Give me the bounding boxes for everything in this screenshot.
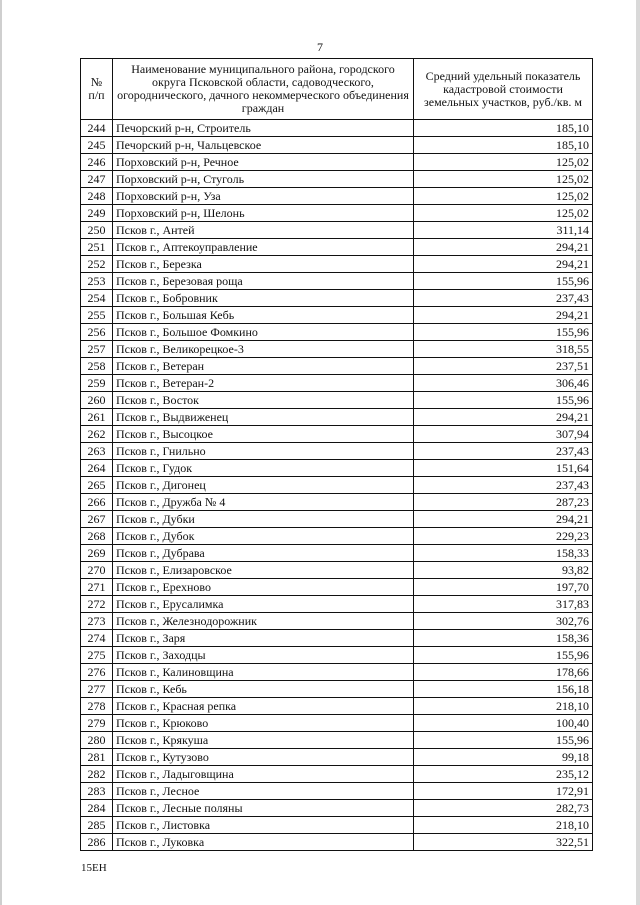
- row-number: 250: [81, 222, 113, 239]
- row-number: 246: [81, 154, 113, 171]
- table-row: [81, 715, 593, 732]
- page-number: 7: [317, 40, 323, 54]
- row-name: Псков г., Лесное: [113, 783, 414, 800]
- table-header-row: [81, 59, 593, 120]
- row-value: 155,96: [414, 392, 593, 409]
- header-name: Наименование муниципального района, городского округа Псковской области, садоводческого, огороднического, дачного некоммерческого объединения граждан: [113, 59, 414, 120]
- row-value: 307,94: [414, 426, 593, 443]
- table-row: [81, 681, 593, 698]
- row-name: Псков г., Антей: [113, 222, 414, 239]
- row-number: 283: [81, 783, 113, 800]
- row-number: 281: [81, 749, 113, 766]
- row-value: 294,21: [414, 256, 593, 273]
- row-name: Псков г., Красная репка: [113, 698, 414, 715]
- row-number: 259: [81, 375, 113, 392]
- row-value: 311,14: [414, 222, 593, 239]
- row-number: 254: [81, 290, 113, 307]
- row-value: 158,33: [414, 545, 593, 562]
- row-value: 155,96: [414, 732, 593, 749]
- row-number: 244: [81, 120, 113, 137]
- table-row: [81, 273, 593, 290]
- row-number: 282: [81, 766, 113, 783]
- row-name: Псков г., Ладыговщина: [113, 766, 414, 783]
- row-value: 218,10: [414, 698, 593, 715]
- scan-edge-left: [0, 0, 2, 905]
- table-row: [81, 222, 593, 239]
- table-row: [81, 426, 593, 443]
- row-name: Псков г., Дигонец: [113, 477, 414, 494]
- row-value: 100,40: [414, 715, 593, 732]
- row-value: 125,02: [414, 188, 593, 205]
- row-name: Псков г., Ветеран-2: [113, 375, 414, 392]
- row-name: Псков г., Гудок: [113, 460, 414, 477]
- row-value: 185,10: [414, 137, 593, 154]
- row-name: Псков г., Аптекоуправление: [113, 239, 414, 256]
- row-name: Псков г., Березка: [113, 256, 414, 273]
- row-name: Печорский р-н, Чальцевское: [113, 137, 414, 154]
- table-body: [81, 120, 593, 851]
- row-value: 197,70: [414, 579, 593, 596]
- row-value: 178,66: [414, 664, 593, 681]
- row-number: 275: [81, 647, 113, 664]
- table-row: [81, 171, 593, 188]
- row-name: Псков г., Ветеран: [113, 358, 414, 375]
- row-value: 93,82: [414, 562, 593, 579]
- row-number: 248: [81, 188, 113, 205]
- row-name: Псков г., Лесные поляны: [113, 800, 414, 817]
- table-row: [81, 460, 593, 477]
- row-value: 158,36: [414, 630, 593, 647]
- row-value: 235,12: [414, 766, 593, 783]
- row-value: 322,51: [414, 834, 593, 851]
- row-value: 306,46: [414, 375, 593, 392]
- table-row: [81, 358, 593, 375]
- row-value: 125,02: [414, 205, 593, 222]
- table-row: [81, 613, 593, 630]
- row-number: 277: [81, 681, 113, 698]
- row-value: 237,43: [414, 443, 593, 460]
- table-row: [81, 341, 593, 358]
- table-row: [81, 749, 593, 766]
- row-value: 155,96: [414, 647, 593, 664]
- table-row: [81, 188, 593, 205]
- row-number: 284: [81, 800, 113, 817]
- row-name: Псков г., Луковка: [113, 834, 414, 851]
- table-row: [81, 477, 593, 494]
- row-value: 294,21: [414, 511, 593, 528]
- row-value: 282,73: [414, 800, 593, 817]
- row-name: Псков г., Заря: [113, 630, 414, 647]
- row-name: Псков г., Крякуша: [113, 732, 414, 749]
- table-row: [81, 324, 593, 341]
- row-number: 247: [81, 171, 113, 188]
- row-number: 273: [81, 613, 113, 630]
- row-number: 262: [81, 426, 113, 443]
- table-row: [81, 205, 593, 222]
- row-number: 261: [81, 409, 113, 426]
- table-row: [81, 511, 593, 528]
- row-value: 294,21: [414, 409, 593, 426]
- row-name: Псков г., Березовая роща: [113, 273, 414, 290]
- table-row: [81, 562, 593, 579]
- row-name: Порховский р-н, Уза: [113, 188, 414, 205]
- table-row: [81, 137, 593, 154]
- row-name: Псков г., Ерусалимка: [113, 596, 414, 613]
- row-number: 263: [81, 443, 113, 460]
- row-number: 272: [81, 596, 113, 613]
- table-row: [81, 698, 593, 715]
- row-number: 249: [81, 205, 113, 222]
- row-number: 260: [81, 392, 113, 409]
- row-name: Псков г., Бобровник: [113, 290, 414, 307]
- row-number: 276: [81, 664, 113, 681]
- scan-edge-right: [636, 0, 640, 905]
- row-name: Псков г., Выдвиженец: [113, 409, 414, 426]
- row-number: 256: [81, 324, 113, 341]
- row-number: 286: [81, 834, 113, 851]
- row-value: 172,91: [414, 783, 593, 800]
- table-row: [81, 443, 593, 460]
- row-name: Печорский р-н, Строитель: [113, 120, 414, 137]
- row-name: Псков г., Елизаровское: [113, 562, 414, 579]
- footer-code: 15EH: [81, 862, 107, 874]
- table-row: [81, 528, 593, 545]
- table-row: [81, 664, 593, 681]
- header-value: Средний удельный показатель кадастровой стоимости земельных участков, руб./кв. м: [414, 59, 593, 120]
- row-name: Псков г., Дубок: [113, 528, 414, 545]
- row-number: 266: [81, 494, 113, 511]
- row-number: 257: [81, 341, 113, 358]
- row-value: 155,96: [414, 273, 593, 290]
- table-row: [81, 834, 593, 851]
- row-name: Псков г., Большое Фомкино: [113, 324, 414, 341]
- row-name: Порховский р-н, Речное: [113, 154, 414, 171]
- row-name: Порховский р-н, Стуголь: [113, 171, 414, 188]
- row-number: 264: [81, 460, 113, 477]
- row-name: Псков г., Дубрава: [113, 545, 414, 562]
- row-value: 237,43: [414, 477, 593, 494]
- row-name: Псков г., Гнильно: [113, 443, 414, 460]
- row-name: Псков г., Великорецкое-3: [113, 341, 414, 358]
- row-name: Псков г., Кутузово: [113, 749, 414, 766]
- row-value: 294,21: [414, 307, 593, 324]
- row-number: 252: [81, 256, 113, 273]
- table-row: [81, 647, 593, 664]
- row-value: 317,83: [414, 596, 593, 613]
- row-number: 270: [81, 562, 113, 579]
- row-number: 268: [81, 528, 113, 545]
- header-number: № п/п: [81, 59, 113, 120]
- table-row: [81, 579, 593, 596]
- table-row: [81, 783, 593, 800]
- table-row: [81, 494, 593, 511]
- row-number: 279: [81, 715, 113, 732]
- row-name: Псков г., Заходцы: [113, 647, 414, 664]
- row-value: 294,21: [414, 239, 593, 256]
- row-value: 125,02: [414, 171, 593, 188]
- cadastral-value-table: [80, 58, 593, 851]
- table-row: [81, 409, 593, 426]
- row-name: Псков г., Восток: [113, 392, 414, 409]
- row-number: 267: [81, 511, 113, 528]
- row-name: Псков г., Ерехново: [113, 579, 414, 596]
- row-name: Псков г., Листовка: [113, 817, 414, 834]
- row-number: 274: [81, 630, 113, 647]
- row-value: 185,10: [414, 120, 593, 137]
- table-row: [81, 630, 593, 647]
- row-number: 251: [81, 239, 113, 256]
- row-name: Порховский р-н, Шелонь: [113, 205, 414, 222]
- row-number: 245: [81, 137, 113, 154]
- row-number: 258: [81, 358, 113, 375]
- row-value: 229,23: [414, 528, 593, 545]
- row-number: 269: [81, 545, 113, 562]
- row-number: 280: [81, 732, 113, 749]
- row-value: 318,55: [414, 341, 593, 358]
- table-row: [81, 239, 593, 256]
- row-value: 99,18: [414, 749, 593, 766]
- row-number: 271: [81, 579, 113, 596]
- row-name: Псков г., Железнодорожник: [113, 613, 414, 630]
- table-row: [81, 256, 593, 273]
- row-value: 151,64: [414, 460, 593, 477]
- row-number: 253: [81, 273, 113, 290]
- row-value: 287,23: [414, 494, 593, 511]
- table-row: [81, 392, 593, 409]
- row-value: 125,02: [414, 154, 593, 171]
- table-row: [81, 120, 593, 137]
- table-row: [81, 817, 593, 834]
- table-row: [81, 800, 593, 817]
- row-number: 285: [81, 817, 113, 834]
- table-row: [81, 596, 593, 613]
- table-row: [81, 290, 593, 307]
- table-row: [81, 375, 593, 392]
- table-row: [81, 307, 593, 324]
- row-value: 218,10: [414, 817, 593, 834]
- row-value: 237,43: [414, 290, 593, 307]
- row-number: 255: [81, 307, 113, 324]
- row-number: 278: [81, 698, 113, 715]
- row-name: Псков г., Дружба № 4: [113, 494, 414, 511]
- row-value: 156,18: [414, 681, 593, 698]
- table-row: [81, 732, 593, 749]
- row-name: Псков г., Большая Кебь: [113, 307, 414, 324]
- row-name: Псков г., Калиновщина: [113, 664, 414, 681]
- table-row: [81, 545, 593, 562]
- row-value: 237,51: [414, 358, 593, 375]
- table-row: [81, 154, 593, 171]
- row-value: 302,76: [414, 613, 593, 630]
- table-row: [81, 766, 593, 783]
- row-name: Псков г., Крюково: [113, 715, 414, 732]
- row-name: Псков г., Дубки: [113, 511, 414, 528]
- row-name: Псков г., Кебь: [113, 681, 414, 698]
- row-value: 155,96: [414, 324, 593, 341]
- row-number: 265: [81, 477, 113, 494]
- row-name: Псков г., Высоцкое: [113, 426, 414, 443]
